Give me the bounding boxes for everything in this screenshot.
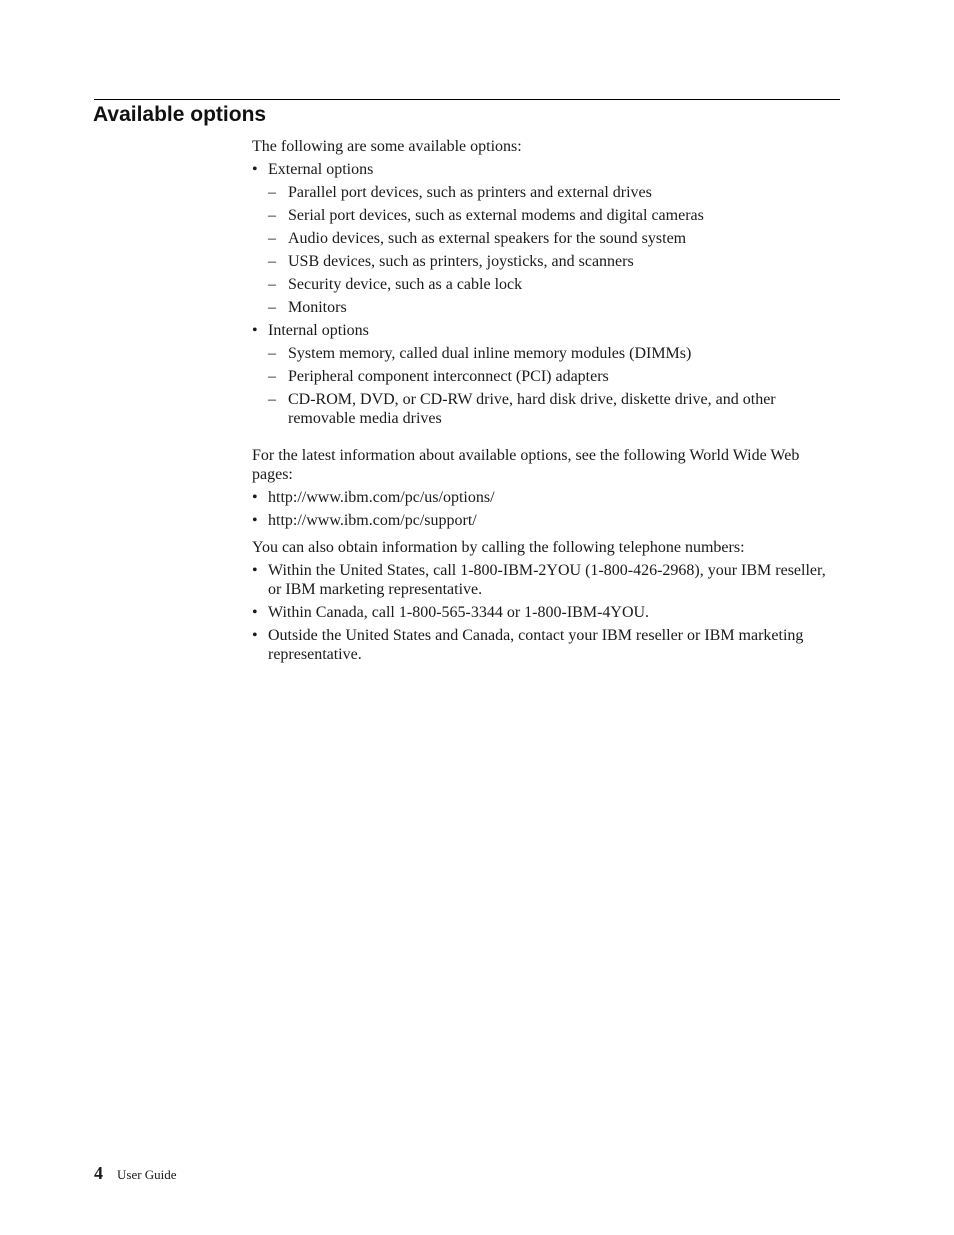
section-body <box>252 137 832 668</box>
dash-marker: – <box>268 207 276 224</box>
list-item <box>268 344 832 363</box>
web-links-list <box>252 488 832 530</box>
bullet-marker: • <box>252 161 258 178</box>
option-group-internal <box>252 321 832 428</box>
dash-marker: – <box>268 230 276 247</box>
bullet-marker: • <box>252 322 258 339</box>
list-item <box>268 367 832 386</box>
dash-marker: – <box>268 184 276 201</box>
option-group-external <box>252 160 832 317</box>
internal-options-sublist <box>268 344 832 428</box>
list-item <box>268 206 832 225</box>
list-item-text: Security device, such as a cable lock <box>288 276 523 293</box>
external-options-sublist <box>268 183 832 317</box>
dash-marker: – <box>268 345 276 362</box>
list-item-text: Audio devices, such as external speakers for the sound system <box>288 230 687 247</box>
phone-item-text: Within the United States, call 1-800-IBM-2YOU (1-800-426-2968), your IBM reseller, or IBM marketing representative. <box>268 562 826 598</box>
web-link[interactable]: http://www.ibm.com/pc/us/options/ <box>268 489 495 506</box>
web-link[interactable]: http://www.ibm.com/pc/support/ <box>268 512 477 529</box>
list-item-text: Peripheral component interconnect (PCI) adapters <box>288 368 609 385</box>
list-item-text: Monitors <box>288 299 347 316</box>
web-link-item <box>252 488 832 507</box>
bullet-marker: • <box>252 604 258 621</box>
list-item <box>268 275 832 294</box>
option-group-label: External options <box>268 161 374 178</box>
dash-marker: – <box>268 299 276 316</box>
dash-marker: – <box>268 276 276 293</box>
web-intro-paragraph: For the latest information about available options, see the following World Wide Web pages: <box>252 447 800 483</box>
bullet-marker: • <box>252 512 258 529</box>
list-item-text: System memory, called dual inline memory modules (DIMMs) <box>288 345 692 362</box>
list-item-text: USB devices, such as printers, joysticks, and scanners <box>288 253 634 270</box>
list-item-text: CD-ROM, DVD, or CD-RW drive, hard disk drive, diskette drive, and other removable media drives <box>288 391 776 427</box>
page-footer <box>94 1161 177 1187</box>
bullet-marker: • <box>252 489 258 506</box>
web-link-item <box>252 511 832 530</box>
dash-marker: – <box>268 253 276 270</box>
bullet-marker: • <box>252 627 258 644</box>
phone-item <box>252 603 832 622</box>
page-number: 4 <box>94 1163 103 1183</box>
dash-marker: – <box>268 391 276 408</box>
phone-list <box>252 561 832 664</box>
list-item <box>268 298 832 317</box>
section-heading: Available options <box>93 103 267 126</box>
phone-intro-paragraph: You can also obtain information by calling the following telephone numbers: <box>252 539 745 556</box>
list-item-text: Parallel port devices, such as printers and external drives <box>288 184 652 201</box>
phone-item <box>252 561 832 599</box>
bullet-marker: • <box>252 562 258 579</box>
list-item <box>268 390 832 428</box>
list-item <box>268 183 832 202</box>
phone-item <box>252 626 832 664</box>
intro-paragraph: The following are some available options: <box>252 138 522 155</box>
dash-marker: – <box>268 368 276 385</box>
phone-item-text: Outside the United States and Canada, contact your IBM reseller or IBM marketing representative. <box>268 627 804 663</box>
phone-item-text: Within Canada, call 1-800-565-3344 or 1-800-IBM-4YOU. <box>268 604 650 621</box>
list-item <box>268 252 832 271</box>
section-rule <box>94 99 840 100</box>
list-item-text: Serial port devices, such as external modems and digital cameras <box>288 207 704 224</box>
list-item <box>268 229 832 248</box>
option-group-label: Internal options <box>268 322 369 339</box>
spacer <box>252 432 832 446</box>
guide-title: User Guide <box>117 1167 177 1182</box>
options-list <box>252 160 832 428</box>
